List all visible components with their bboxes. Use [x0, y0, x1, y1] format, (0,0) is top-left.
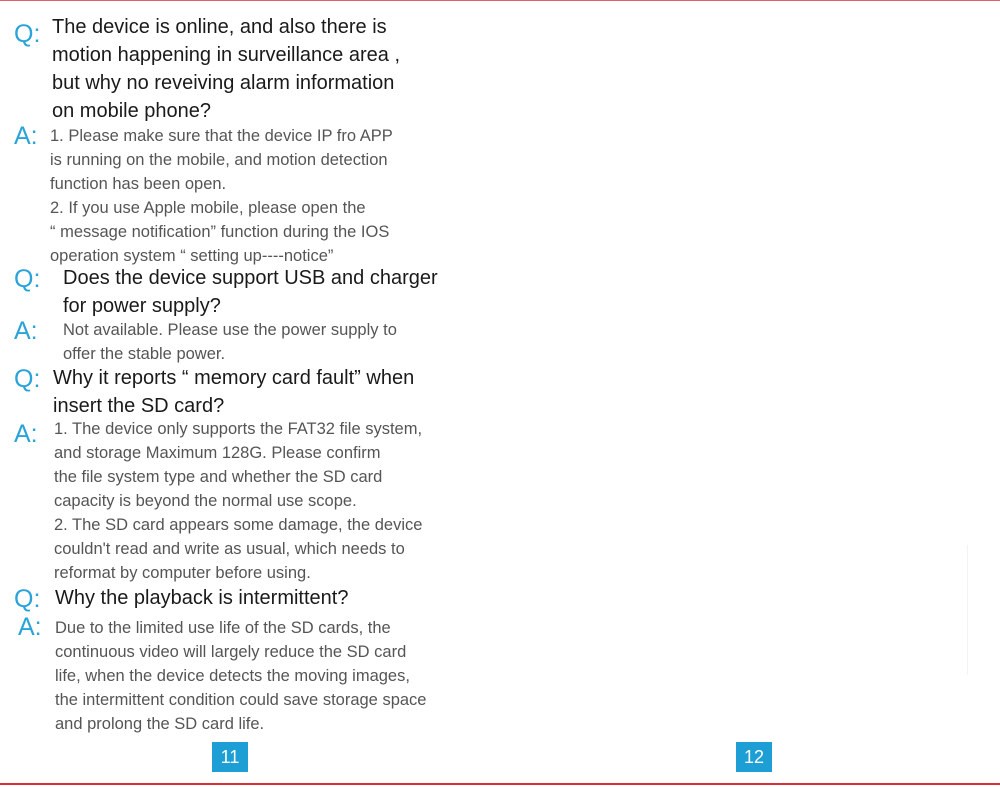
page-number-12: 12 [736, 742, 772, 772]
answer-line: “ message notification” function during the IOS [50, 223, 390, 241]
question-label: Q: [14, 585, 41, 613]
answer-line: function has been open. [50, 175, 227, 193]
answer-line: reformat by computer before using. [54, 564, 311, 582]
question-line: Why it reports “ memory card fault” when [53, 367, 415, 389]
answer-label: A: [14, 317, 38, 345]
question-label: Q: [14, 20, 41, 48]
question-line: insert the SD card? [53, 395, 225, 417]
page-12 [500, 0, 1000, 787]
answer-label: A: [14, 122, 38, 150]
answer-line: and prolong the SD card life. [55, 715, 265, 733]
answer-line: the file system type and whether the SD card [54, 468, 383, 486]
question-label: Q: [14, 265, 41, 293]
question-line: on mobile phone? [52, 100, 212, 122]
answer-line: capacity is beyond the normal use scope. [54, 492, 357, 510]
page-number-11: 11 [212, 742, 248, 772]
question-line: The device is online, and also there is [52, 16, 387, 38]
answer-line: 2. If you use Apple mobile, please open the [50, 199, 366, 217]
question-line: Does the device support USB and charger [63, 267, 438, 289]
answer-line: 1. Please make sure that the device IP fro APP [50, 127, 393, 145]
answer-line: 2. The SD card appears some damage, the device [54, 516, 423, 534]
question-label: Q: [14, 365, 41, 393]
answer-line: life, when the device detects the moving images, [55, 667, 410, 685]
question-line: but why no reveiving alarm information [52, 72, 395, 94]
answer-label: A: [14, 420, 38, 448]
question-line: motion happening in surveillance area , [52, 44, 400, 66]
answer-line: Not available. Please use the power supply to [63, 321, 397, 339]
answer-line: offer the stable power. [63, 345, 226, 363]
answer-line: is running on the mobile, and motion detection [50, 151, 388, 169]
answer-line: the intermittent condition could save storage space [55, 691, 427, 709]
answer-line: 1. The device only supports the FAT32 file system, [54, 420, 423, 438]
question-line: for power supply? [63, 295, 221, 317]
bottom-border [0, 783, 1000, 785]
answer-line: continuous video will largely reduce the SD card [55, 643, 407, 661]
answer-line: and storage Maximum 128G. Please confirm [54, 444, 381, 462]
answer-line: operation system “ setting up----notice” [50, 247, 334, 265]
answer-line: couldn't read and write as usual, which needs to [54, 540, 405, 558]
answer-line: Due to the limited use life of the SD cards, the [55, 619, 391, 637]
page-edge-mark [967, 545, 968, 675]
question-line: Why the playback is intermittent? [55, 587, 349, 609]
answer-label: A: [18, 613, 42, 641]
